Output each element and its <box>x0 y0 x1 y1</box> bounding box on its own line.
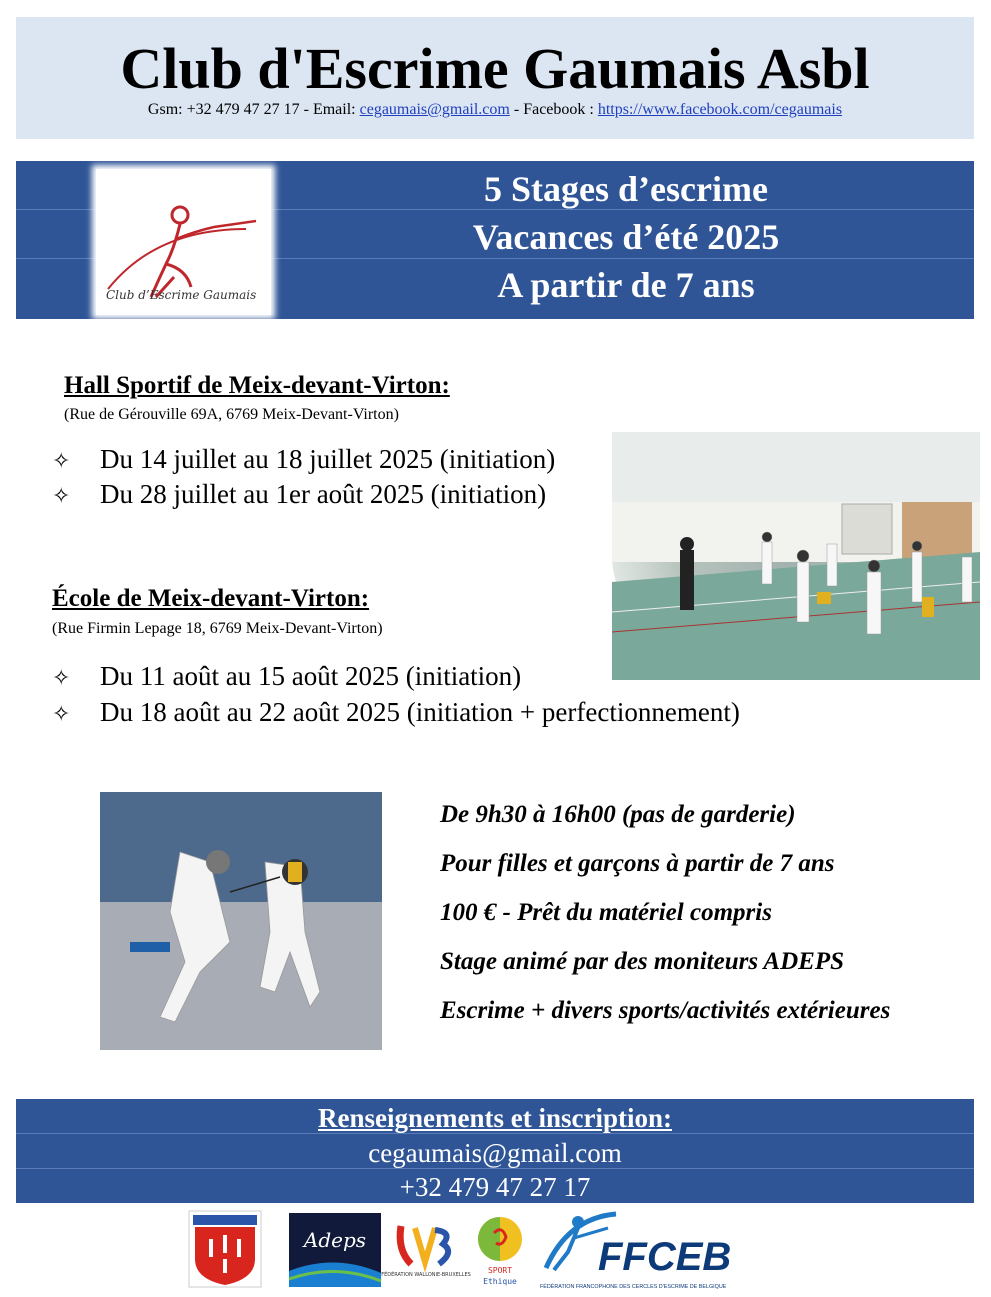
session-item: ✧ Du 14 juillet au 18 juillet 2025 (initiation) <box>52 444 556 474</box>
ethique-word: Ethique <box>483 1277 517 1286</box>
session-item: ✧ Du 11 août au 15 août 2025 (initiation) <box>52 661 522 691</box>
info-monitors: Stage animé par des moniteurs ADEPS <box>440 948 844 975</box>
info-price: 100 € - Prêt du matériel compris <box>440 899 772 926</box>
contact-email[interactable]: cegaumais@gmail.com <box>368 1138 622 1168</box>
venue-address-hall: (Rue de Gérouville 69A, 6769 Meix-Devant-Virton) <box>64 406 399 423</box>
facebook-link[interactable]: https://www.facebook.com/cegaumais <box>597 101 843 118</box>
gaume-shield-logo <box>189 1211 261 1287</box>
stages-banner <box>16 161 974 319</box>
header-box <box>16 17 974 139</box>
contact-banner <box>16 1099 974 1203</box>
session-item: ✧ Du 28 juillet au 1er août 2025 (initiation) <box>52 479 547 509</box>
club-title: Club d'Escrime Gaumais Asbl <box>120 36 870 101</box>
banner-line-2: Vacances d’été 2025 <box>472 217 780 257</box>
ffceb-logo <box>538 1208 738 1292</box>
info-audience: Pour filles et garçons à partir de 7 ans <box>440 850 835 877</box>
star-bullet-icon: ✧ <box>52 702 71 727</box>
contact-heading: Renseignements et inscription: <box>318 1103 672 1133</box>
banner-line-1: 5 Stages d’escrime <box>484 169 768 209</box>
session-item: ✧ Du 18 août au 22 août 2025 (initiation + perfectionnement) <box>52 697 740 727</box>
banner-line-3: A partir de 7 ans <box>497 265 755 305</box>
gsm-text: Gsm: +32 479 47 27 17 - Email: <box>147 101 360 118</box>
fencing-bout-photo <box>100 792 382 1050</box>
venue-address-ecole: (Rue Firmin Lepage 18, 6769 Meix-Devant-Virton) <box>52 620 383 637</box>
facebook-label: - Facebook : <box>509 101 598 118</box>
ffceb-caption: FÉDÉRATION FRANCOPHONE DES CERCLES D'ESCRIME DE BELGIQUE <box>540 1284 727 1290</box>
fwb-logo <box>381 1216 471 1288</box>
fencer-logo-icon <box>96 169 271 315</box>
logo-text: Club d’Escrime Gaumais <box>106 288 257 302</box>
fwb-caption: FÉDÉRATION WALLONIE-BRUXELLES <box>381 1272 471 1278</box>
info-activities: Escrime + divers sports/activités extérieures <box>440 997 891 1024</box>
star-bullet-icon: ✧ <box>52 449 71 474</box>
star-bullet-icon: ✧ <box>52 666 71 691</box>
email-link[interactable]: cegaumais@gmail.com <box>359 101 510 118</box>
adeps-logo <box>289 1213 381 1287</box>
star-bullet-icon: ✧ <box>52 484 71 509</box>
ffceb-text: FFCEB <box>598 1235 732 1279</box>
adeps-text: Adeps <box>303 1228 367 1252</box>
club-logo <box>96 169 271 315</box>
sport-word: SPORT <box>487 1266 513 1275</box>
venue-title-ecole: École de Meix-devant-Virton: <box>52 585 370 612</box>
venue-title-hall: Hall Sportif de Meix-devant-Virton: <box>64 372 450 399</box>
contact-line <box>16 101 974 119</box>
gym-fencing-photo <box>612 432 980 680</box>
info-hours: De 9h30 à 16h00 (pas de garderie) <box>440 801 796 828</box>
contact-phone: +32 479 47 27 17 <box>399 1172 591 1202</box>
sport-ethique-logo <box>474 1213 526 1289</box>
